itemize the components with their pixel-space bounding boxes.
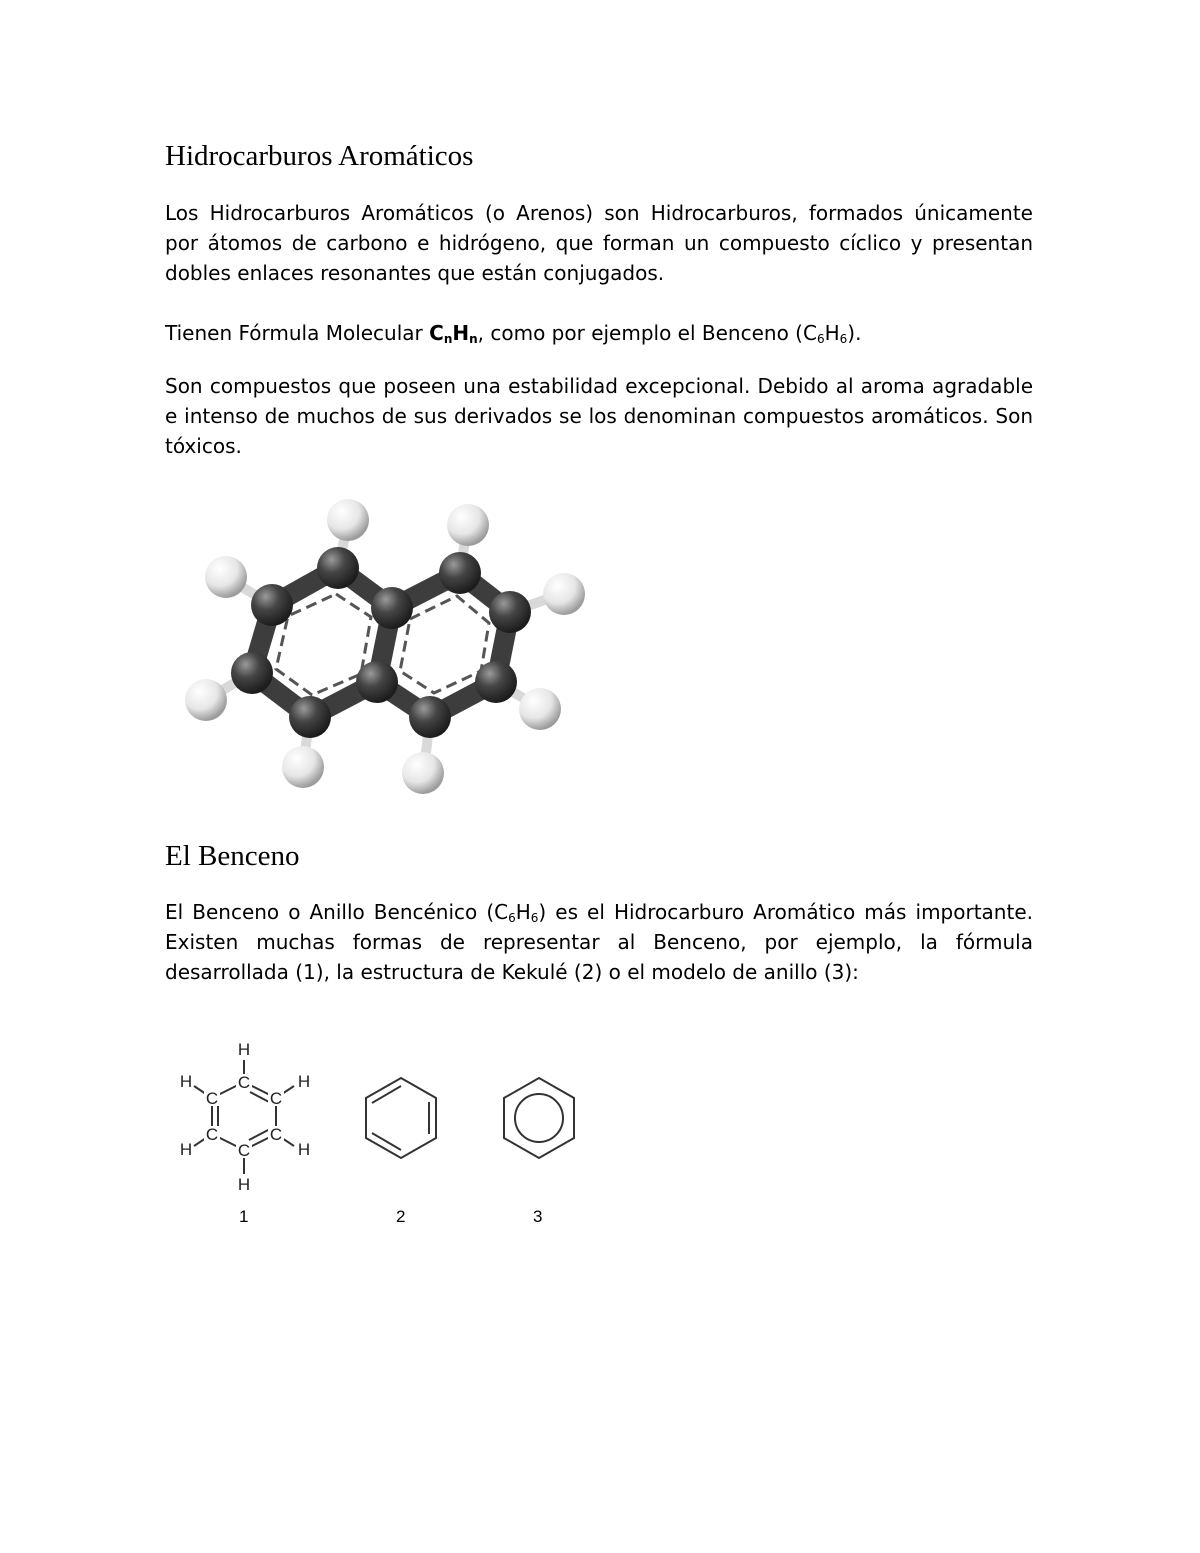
benzene-kekule-structure <box>358 1072 444 1164</box>
paragraph-definition: Los Hidrocarburos Aromáticos (o Arenos) son Hidrocarburos, formados únicamente por átomos de carbono e hidrógeno, que forman un compuesto cíclico y presentan dobles enlaces resonantes que están conjugados. <box>165 201 1033 285</box>
naphthalene-3d-model <box>180 495 600 805</box>
benzene-ring-model <box>496 1072 582 1164</box>
benzene-structural-formula <box>172 1038 322 1194</box>
carbon-label: C <box>269 1089 283 1108</box>
paragraph-benzene: El Benceno o Anillo Bencénico $(C_6H_6)$ es el Hidrocarburo Aromático más importante. Existen muchas formas de representar al Benceno, por ejemplo, la fórmula desarrollada (1), la estructura de Kekulé (2) o el modelo de anillo (3): <box>165 900 1033 984</box>
paragraph-stability: Son compuestos que poseen una estabilidad excepcional. Debido al aroma agradable e intenso de muchos de sus derivados se los denominan compuestos aromáticos. Son tóxicos. <box>165 374 1033 458</box>
hydrogen-label: H <box>237 1175 251 1194</box>
carbon-label: C <box>237 1073 251 1092</box>
hydrogen-label: H <box>237 1040 251 1059</box>
figure-label-3: 3 <box>533 1207 543 1226</box>
carbon-label: C <box>205 1089 219 1108</box>
figure-label-2: 2 <box>396 1207 406 1226</box>
hydrogen-label: H <box>297 1140 311 1159</box>
carbon-label: C <box>269 1125 283 1144</box>
hydrogen-label: H <box>179 1140 193 1159</box>
carbon-label: C <box>237 1141 251 1160</box>
figure-label-1: 1 <box>239 1207 249 1226</box>
hydrogen-label: H <box>179 1072 193 1091</box>
section-title-aromatic-hydrocarbons: Hidrocarburos Aromáticos <box>165 140 474 172</box>
general-formula: $C_nH_n$ <box>429 321 478 346</box>
paragraph-molecular-formula: Tienen Fórmula Molecular $C_nH_n$, como por ejemplo el Benceno $(C_6H_6)$. <box>165 321 862 346</box>
section-title-benzene: El Benceno <box>165 840 300 872</box>
carbon-label: C <box>205 1125 219 1144</box>
hydrogen-label: H <box>297 1072 311 1091</box>
